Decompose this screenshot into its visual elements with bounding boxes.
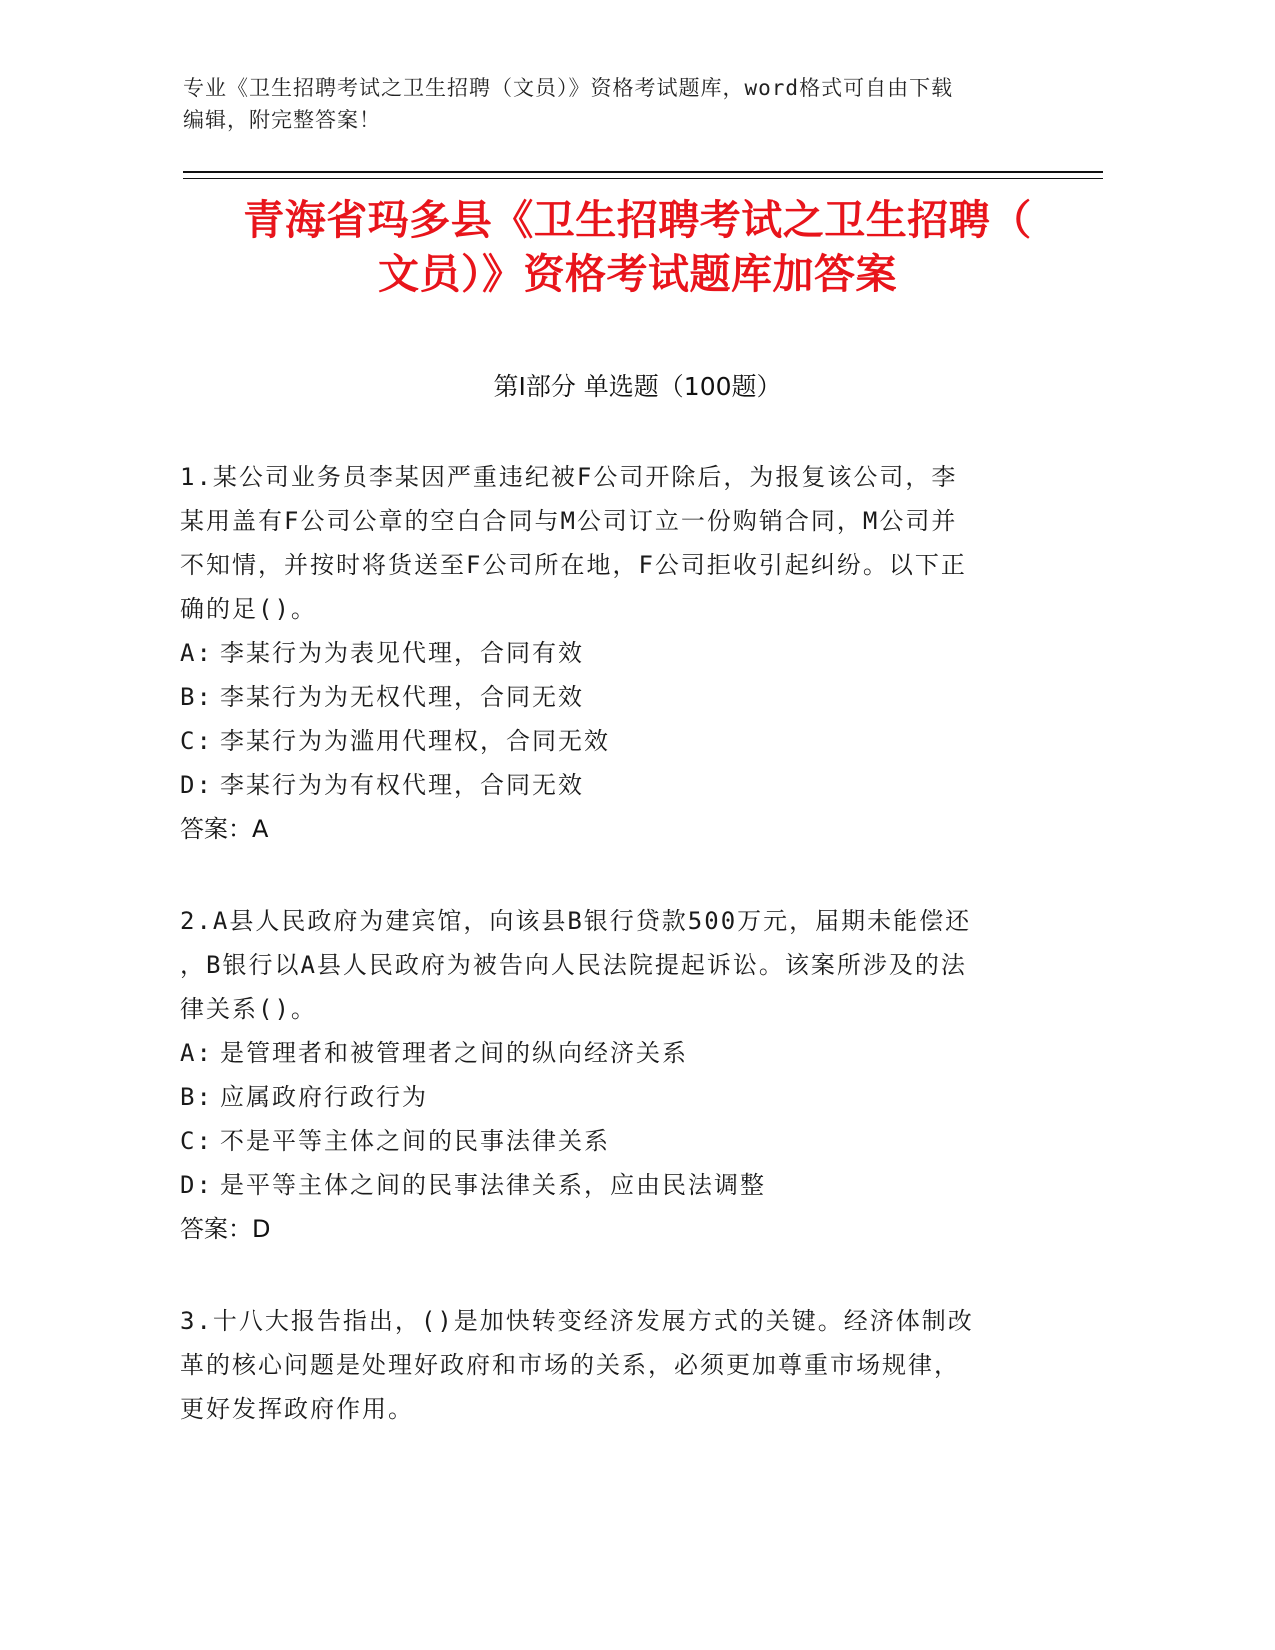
option-text: 李某行为为表见代理，合同有效: [220, 639, 584, 667]
option-d: [180, 1163, 1040, 1207]
question-text-line: 2.A县人民政府为建宾馆，向该县B银行贷款500万元，届期未能偿还: [180, 907, 972, 935]
question-text-line: 更好发挥政府作用。: [180, 1395, 414, 1423]
option-d: [180, 763, 1040, 807]
option-letter: D:: [180, 771, 213, 799]
option-letter: A:: [180, 639, 213, 667]
question-text-line: 确的足()。: [180, 595, 317, 623]
option-text: 李某行为为无权代理，合同无效: [220, 683, 584, 711]
option-letter: A:: [180, 1039, 213, 1067]
question-text-line: ，B银行以A县人民政府为被告向人民法院提起诉讼。该案所涉及的法: [180, 951, 967, 979]
question-2: [180, 899, 1040, 1251]
option-b: [180, 1075, 1040, 1119]
option-text: 应属政府行政行为: [220, 1083, 428, 1111]
question-text-line: 不知情，并按时将货送至F公司所在地，F公司拒收引起纠纷。以下正: [180, 551, 967, 579]
option-b: [180, 675, 1040, 719]
option-c: [180, 719, 1040, 763]
question-3: [180, 1299, 1040, 1431]
option-text: 不是平等主体之间的民事法律关系: [220, 1127, 610, 1155]
question-text-line: 1.某公司业务员李某因严重违纪被F公司开除后，为报复该公司，李: [180, 463, 958, 491]
header-divider-thin: [183, 178, 1103, 179]
option-c: [180, 1119, 1040, 1163]
option-text: 是管理者和被管理者之间的纵向经济关系: [220, 1039, 688, 1067]
header-note-line-1: 专业《卫生招聘考试之卫生招聘（文员）》资格考试题库，word格式可自由下载: [183, 76, 954, 100]
answer: 答案：A: [180, 815, 269, 843]
option-letter: B:: [180, 683, 213, 711]
header-note-line-2: 编辑，附完整答案！: [183, 108, 381, 132]
header-note: [183, 72, 1043, 136]
option-letter: C:: [180, 727, 213, 755]
option-text: 李某行为为有权代理，合同无效: [220, 771, 584, 799]
question-1: [180, 455, 1040, 851]
option-a: [180, 631, 1040, 675]
section-title: 第Ⅰ部分 单选题（100题）: [493, 372, 782, 401]
option-letter: D:: [180, 1171, 213, 1199]
answer: 答案：D: [180, 1215, 271, 1243]
question-text-line: 某用盖有F公司公章的空白合同与M公司订立一份购销合同，M公司并: [180, 507, 958, 535]
option-a: [180, 1031, 1040, 1075]
option-letter: B:: [180, 1083, 213, 1111]
document-title-line-2: 文员）》资格考试题库加答案: [378, 250, 897, 298]
header-divider-thick: [183, 171, 1103, 173]
option-text: 李某行为为滥用代理权，合同无效: [220, 727, 610, 755]
question-text-line: 革的核心问题是处理好政府和市场的关系，必须更加尊重市场规律，: [180, 1351, 960, 1379]
option-text: 是平等主体之间的民事法律关系，应由民法调整: [220, 1171, 766, 1199]
document-title-line-1: 青海省玛多县《卫生招聘考试之卫生招聘（: [243, 196, 1032, 244]
question-text-line: 3.十八大报告指出，()是加快转变经济发展方式的关键。经济体制改: [180, 1307, 974, 1335]
question-list: [180, 455, 1040, 1479]
option-letter: C:: [180, 1127, 213, 1155]
question-text-line: 律关系()。: [180, 995, 317, 1023]
document-title: [150, 193, 1125, 301]
